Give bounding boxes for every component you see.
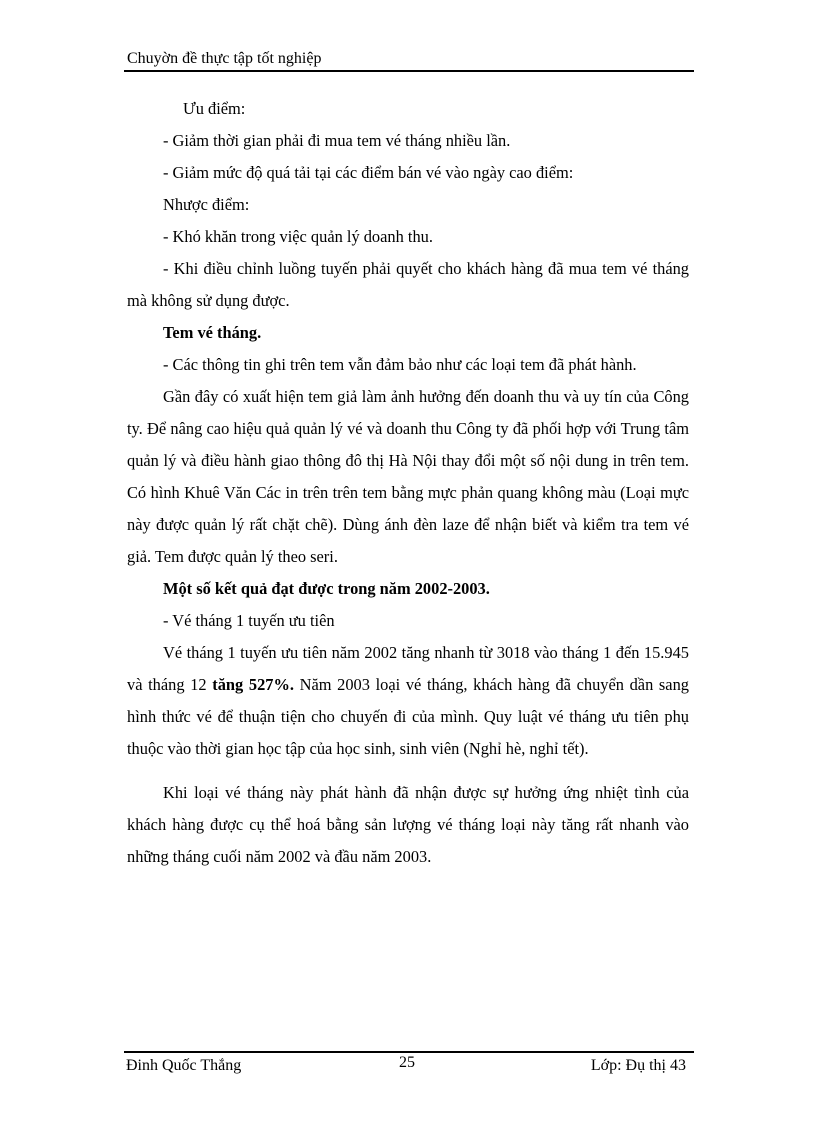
growth-highlight: tăng 527%. xyxy=(212,675,294,694)
section-2-paragraph-1 xyxy=(127,637,689,765)
advantages-heading: Ưu điểm: xyxy=(183,99,246,118)
advantage-item-2: - Giảm mức độ quá tải tại các điểm bán vé vào ngày cao điểm: xyxy=(163,163,574,182)
page-header-title: Chuyờn đề thực tập tốt nghiệp xyxy=(127,50,322,67)
section-title-results: Một số kết quả đạt được trong năm 2002-2003. xyxy=(163,579,490,598)
section-title-tem-ve-thang: Tem vé tháng. xyxy=(163,323,262,342)
footer-author: Đinh Quốc Thắng xyxy=(126,1057,242,1074)
disadvantage-item-1: - Khó khăn trong việc quản lý doanh thu. xyxy=(163,227,433,246)
disadvantage-item-2: - Khi điều chỉnh luồng tuyến phải quyết cho khách hàng đã mua tem vé tháng mà không sử dụng được. xyxy=(127,259,689,310)
section-2-item: - Vé tháng 1 tuyến ưu tiên xyxy=(163,611,335,630)
section-1-item: - Các thông tin ghi trên tem vẫn đảm bảo như các loại tem đã phát hành. xyxy=(163,355,637,374)
disadvantages-heading: Nhược điểm: xyxy=(163,195,250,214)
footer-class: Lớp: Đụ thị 43 xyxy=(590,1057,686,1074)
page-number: 25 xyxy=(399,1054,415,1071)
header-divider xyxy=(124,70,694,72)
document-body xyxy=(127,93,689,873)
section-2-paragraph-1-text-a: Vé tháng 1 tuyến ưu tiên năm 2002 tăng nhanh từ 3018 vào tháng 1 đến 15.945 và tháng 12 xyxy=(127,643,689,694)
advantage-item-1: - Giảm thời gian phải đi mua tem vé tháng nhiều lần. xyxy=(163,131,511,150)
section-2-paragraph-2: Khi loại vé tháng này phát hành đã nhận được sự hưởng ứng nhiệt tình của khách hàng được cụ thể hoá bằng sản lượng vé tháng loại này tăng rất nhanh vào những tháng cuối năm 2002 và đầu năm 2003. xyxy=(127,783,689,866)
section-2-paragraph-1-text-b: Năm 2003 loại vé tháng, khách hàng đã chuyển dần sang hình thức vé để thuận tiện cho chuyến đi của mình. Quy luật vé tháng ưu tiên phụ thuộc vào thời gian học tập của học sinh, sinh viên (Nghỉ hè, nghỉ tết). xyxy=(127,675,689,758)
section-1-paragraph: Gần đây có xuất hiện tem giả làm ảnh hưởng đến doanh thu và uy tín của Công ty. Để nâng cao hiệu quả quản lý vé và doanh thu Công ty đã phối hợp với Trung tâm quản lý và điều hành giao thông đô thị Hà Nội thay đổi một số nội dung in trên tem. Có hình Khuê Văn Các in trên trên tem bằng mực phản quang không màu (Loại mực này được quản lý rất chặt chẽ). Dùng ánh đèn laze để nhận biết và kiểm tra tem vé giả. Tem được quản lý theo seri. xyxy=(127,387,689,566)
